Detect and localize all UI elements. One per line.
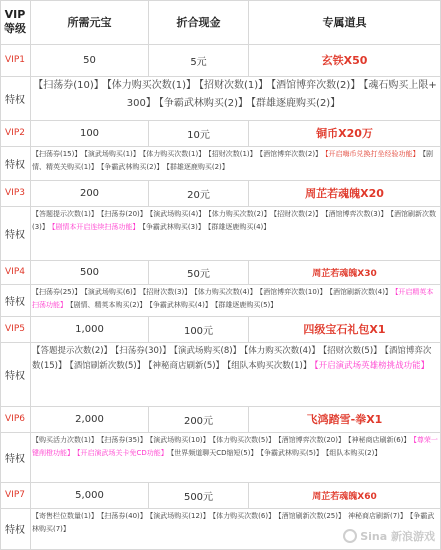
- privilege-item: 【招财次数(3)】: [142, 288, 192, 296]
- exclusive-item: 玄铁X50: [321, 54, 368, 67]
- yuanbao-value: 5,000: [75, 489, 104, 501]
- exclusive-item: 周芷若魂魄X30: [312, 268, 377, 279]
- privilege-item: 【组队本购买次数(1)】: [227, 361, 312, 371]
- privilege-item: 【神秘商店刷新(6)】: [347, 436, 411, 444]
- privilege-item: 【组队本购买(2)】: [325, 449, 382, 457]
- privilege-item: 【购买活力次数(1)】: [32, 436, 98, 444]
- vip-level: VIP4: [5, 267, 25, 277]
- privilege-item: 【体力购买次数(5)】: [212, 436, 276, 444]
- privilege-label: 特权: [5, 525, 25, 536]
- row-divider: [0, 206, 441, 207]
- privilege-item: 【答题提示次数(1)】: [32, 210, 98, 218]
- yuanbao-value: 50: [83, 54, 96, 66]
- privilege-item: 【酒馆刷新次数(5)】: [69, 361, 146, 371]
- privilege-item: 【招财次数(1)】: [208, 150, 257, 158]
- privilege-item: 【演武场购买(10)】: [149, 436, 210, 444]
- privilege-item: 【酒馆博弈次数(10)】: [259, 288, 327, 296]
- privilege-list: [32, 286, 438, 316]
- privilege-item: 【扫荡券(20)】: [100, 210, 147, 218]
- privilege-item: 【尊荣一键削橙功能】: [32, 436, 438, 457]
- privilege-item: 【扫荡券(10)】: [33, 80, 104, 91]
- yuanbao-value: 1,000: [75, 323, 104, 335]
- privilege-item: 【群雄逐鹿购买(5)】: [214, 301, 278, 309]
- sina-eye-icon: [343, 529, 357, 543]
- privilege-item: 【扫荡券(15)】: [32, 150, 82, 158]
- vip-level: VIP2: [5, 128, 25, 138]
- privilege-item: 【体力购买次数(2)】: [208, 210, 271, 218]
- privilege-item: 【群雄逐鹿购买(2)】: [251, 98, 341, 109]
- privilege-item: 【招财次数(1)】: [198, 80, 269, 91]
- yuanbao-value: 200: [79, 187, 100, 199]
- privilege-item: 【争霸武林购买(2)】: [100, 163, 164, 171]
- privilege-item: 【争霸武林购买(4)】: [149, 301, 212, 309]
- row-divider: [0, 342, 441, 343]
- exclusive-item: 周芷若魂魄X20: [305, 187, 384, 200]
- privilege-item: 【演武场购买(1)】: [84, 150, 140, 158]
- privilege-item: 【剧情、精英关购买(1)】: [32, 150, 434, 171]
- privilege-item: 【魂石购买上限+300】: [126, 80, 437, 109]
- privilege-item: 【招财次数(5)】: [322, 346, 382, 356]
- yuanbao-value: 500: [79, 266, 100, 278]
- privilege-item: 【争霸武林购买(5)】: [260, 449, 323, 457]
- privilege-item: 【争霸武林购买(3)】: [142, 223, 205, 231]
- yuanbao-value: 2,000: [75, 413, 104, 425]
- cash-value: 10元: [187, 129, 210, 141]
- privilege-item: 【酒馆博弈次数(2)】: [271, 80, 361, 91]
- header-vip-line2: 等级: [4, 22, 26, 35]
- privilege-item: 【开启演武场关卡免CD功能】: [77, 449, 168, 457]
- vip-level: VIP5: [5, 324, 25, 334]
- privilege-item: 【扫荡券(40)】: [100, 512, 147, 520]
- exclusive-item: 铜币X20万: [316, 127, 373, 140]
- privilege-item: 【扫荡券(35)】: [100, 436, 147, 444]
- cash-value: 100元: [183, 325, 214, 337]
- vip-level: VIP6: [5, 414, 25, 424]
- privilege-item: 【酒馆博弈次数(20)】: [278, 436, 345, 444]
- privilege-item: 【酒馆博弈次数(3)】: [325, 210, 388, 218]
- privilege-list: [32, 77, 438, 120]
- row-divider: [0, 284, 441, 285]
- privilege-item: 【酒馆博弈次数(15)】: [32, 346, 432, 371]
- privilege-item: 【寄售栏位数量(1)】: [32, 512, 98, 520]
- privilege-item: 【酒馆刷新次数(25)】: [278, 512, 345, 520]
- privilege-item: 【群雄逐鹿购买(4)】: [207, 223, 271, 231]
- watermark: [343, 528, 435, 544]
- privilege-label: 特权: [5, 453, 25, 465]
- privilege-label: 特权: [5, 370, 25, 382]
- privilege-list: [32, 344, 438, 406]
- cash-value: 50元: [187, 268, 210, 280]
- privilege-item: 【剧情本开启连续扫荡功能】: [51, 223, 140, 231]
- privilege-item: 【扫荡券(30)】: [115, 346, 171, 356]
- privilege-item: 【争霸武林购买(7)】: [32, 512, 435, 533]
- watermark-text: Sina 新浪游戏: [360, 530, 435, 543]
- privilege-item: 神秘商店刷新(7)】: [347, 512, 407, 520]
- privilege-item: 【答题提示次数(2)】: [32, 346, 113, 356]
- privilege-item: 【演武场购买(12)】: [149, 512, 210, 520]
- exclusive-item: 周芷若魂魄X60: [312, 491, 377, 502]
- cash-value: 500元: [183, 491, 214, 503]
- privilege-item: 【群雄逐鹿购买(2)】: [166, 163, 229, 171]
- privilege-label: 特权: [5, 159, 25, 171]
- privilege-label: 特权: [5, 229, 25, 241]
- exclusive-item: 飞鸿踏雪-拳X1: [306, 413, 383, 426]
- header-vip-line1: VIP: [4, 8, 26, 21]
- privilege-item: 【体力购买次数(1)】: [106, 80, 196, 91]
- privilege-item: 【酒馆刷新次数(3)】: [32, 210, 436, 231]
- privilege-item: 【剧情、精英本购买(2)】: [70, 301, 147, 309]
- privilege-item: 【争霸武林购买(2)】: [158, 98, 249, 109]
- vip-level: VIP1: [5, 55, 25, 65]
- privilege-list: [32, 148, 438, 180]
- privilege-item: 【酒馆刷新次数(4)】: [329, 288, 392, 296]
- privilege-item: 【开启嗨币兑换打坐经验功能】: [325, 150, 420, 158]
- privilege-item: 【扫荡券(25)】: [32, 288, 82, 296]
- row-divider: [0, 432, 441, 433]
- header-item: 专属道具: [322, 16, 367, 29]
- yuanbao-value: 100: [79, 127, 100, 139]
- privilege-item: 【开启精英本扫荡功能】: [32, 288, 434, 309]
- privilege-item: 【演武场购买(6)】: [84, 288, 140, 296]
- privilege-item: 【神秘商店刷新(5)】: [148, 361, 225, 371]
- header-yuanbao: 所需元宝: [67, 16, 112, 29]
- cash-value: 5元: [190, 56, 207, 68]
- privilege-label: 特权: [5, 296, 25, 308]
- header-vip-level: [0, 0, 30, 44]
- privilege-list: [32, 208, 438, 260]
- cash-value: 200元: [183, 415, 214, 427]
- header-cash: 折合现金: [176, 16, 221, 29]
- privilege-item: 【酒馆博弈次数(2)】: [259, 150, 323, 158]
- privilege-item: 【世界频道聊天CD缩短(5)】: [170, 449, 258, 457]
- cash-value: 20元: [187, 189, 210, 201]
- privilege-label: 特权: [5, 94, 25, 106]
- exclusive-item: 四级宝石礼包X1: [303, 323, 386, 336]
- privilege-item: 【招财次数(2)】: [273, 210, 323, 218]
- privilege-item: 【体力购买次数(4)】: [194, 288, 257, 296]
- privilege-item: 【演武场购买(8)】: [173, 346, 242, 356]
- privilege-item: 【体力购买次数(4)】: [244, 346, 320, 356]
- vip-level: VIP7: [5, 490, 25, 500]
- privilege-list: [32, 434, 438, 482]
- privilege-item: 【开启演武场英雄榜挑战功能】: [314, 361, 430, 371]
- privilege-item: 【演武场购买(4)】: [149, 210, 206, 218]
- privilege-item: 【体力购买次数(1)】: [142, 150, 206, 158]
- row-divider: [0, 508, 441, 509]
- vip-level: VIP3: [5, 188, 25, 198]
- row-divider: [0, 146, 441, 147]
- privilege-item: 【体力购买次数(6)】: [212, 512, 276, 520]
